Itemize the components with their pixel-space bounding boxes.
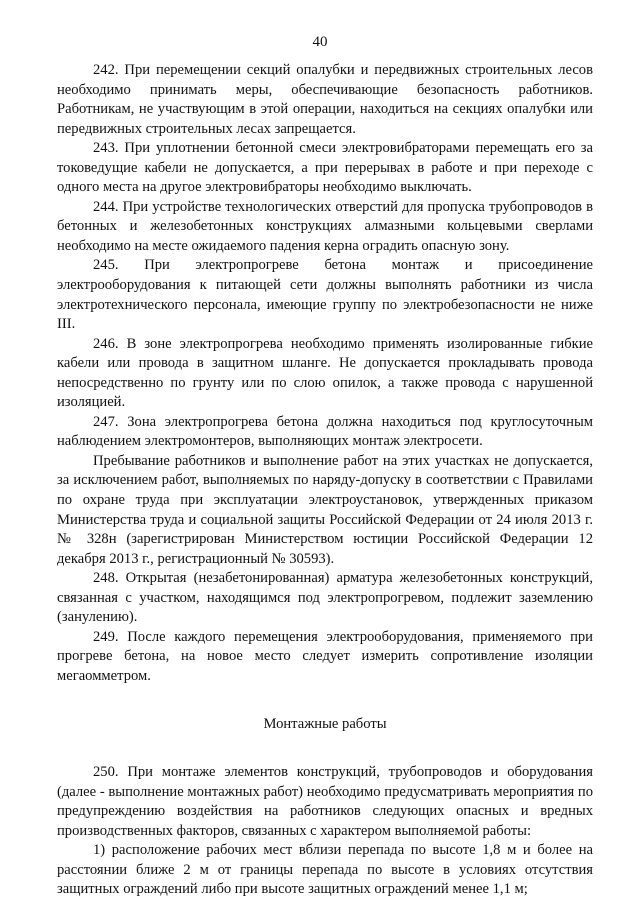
section-heading: Монтажные работы — [263, 715, 387, 732]
paragraph-250: 250. При монтаже элементов конструкций, трубопроводов и оборудования (далее - выполнение монтажных работ) необходимо предусматривать мероприятия по предупреждению воздействия на работников следующих опасных и вредных производственных факторов, связанных с характером выполняемой работы: — [57, 764, 593, 839]
paragraph-247: 247. Зона электропрогрева бетона должна находиться под круглосуточным наблюдением электромонтеров, выполняющих монтаж электросети. — [57, 413, 593, 450]
page-number: 40 — [312, 34, 328, 50]
paragraph-247-continued: Пребывание работников и выполнение работ на этих участках не допускается, за исключением работ, выполняемых по наряду-допуску в соответствии с Правилами по охране труда при эксплуатации электроустановок, утвержденных приказом Министерства труда и социальной защиты Российской Федерации от 24 июля 2013 г. № 328н (зарегистрирован Министерством юстиции Российской Федерации 12 декабря 2013 г., регистрационный № 30593). — [57, 452, 593, 567]
paragraph-245: 245. При электропрогреве бетона монтаж и присоединение электрооборудования к питающей сети должны выполнять работники из числа электротехнического персонала, имеющие группу по электробезопасности не ниже III. — [57, 257, 593, 333]
paragraph-243: 243. При уплотнении бетонной смеси электровибраторами перемещать его за токоведущие кабели не допускается, а при перерывах в работе и при переходе с одного места на другое электровибраторы необходимо выключать. — [57, 140, 593, 196]
paragraph-246: 246. В зоне электропрогрева необходимо применять изолированные гибкие кабели или провода в защитном шланге. Не допускается прокладывать провода непосредственно по грунту или по слою опилок, а также провода с нарушенной изоляцией. — [57, 335, 593, 411]
page-content — [57, 61, 593, 900]
paragraph-249: 249. После каждого перемещения электрооборудования, применяемого при прогреве бетона, на новое место следует измерить сопротивление изоляции мегаомметром. — [57, 628, 593, 684]
paragraph-248: 248. Открытая (незабетонированная) арматура железобетонных конструкций, связанная с участком, находящимся под электропрогревом, подлежит заземлению (занулению). — [57, 570, 593, 626]
paragraph-250-item-1: 1) расположение рабочих мест вблизи перепада по высоте 1,8 м и более на расстоянии ближе 2 м от границы перепада по высоте в условиях отсутствия защитных ограждений либо при высоте защитных ограждений менее 1,1 м; — [57, 842, 593, 898]
paragraph-242: 242. При перемещении секций опалубки и передвижных строительных лесов необходимо принимать меры, обеспечивающие безопасность работников. Работникам, не участвующим в этой операции, находиться на секциях опалубки или передвижных строительных лесах запрещается. — [57, 62, 593, 137]
paragraph-244: 244. При устройстве технологических отверстий для пропуска трубопроводов в бетонных и железобетонных конструкциях алмазными кольцевыми сверлами необходимо на месте ожидаемого падения керна оградить опасную зону. — [57, 198, 593, 254]
